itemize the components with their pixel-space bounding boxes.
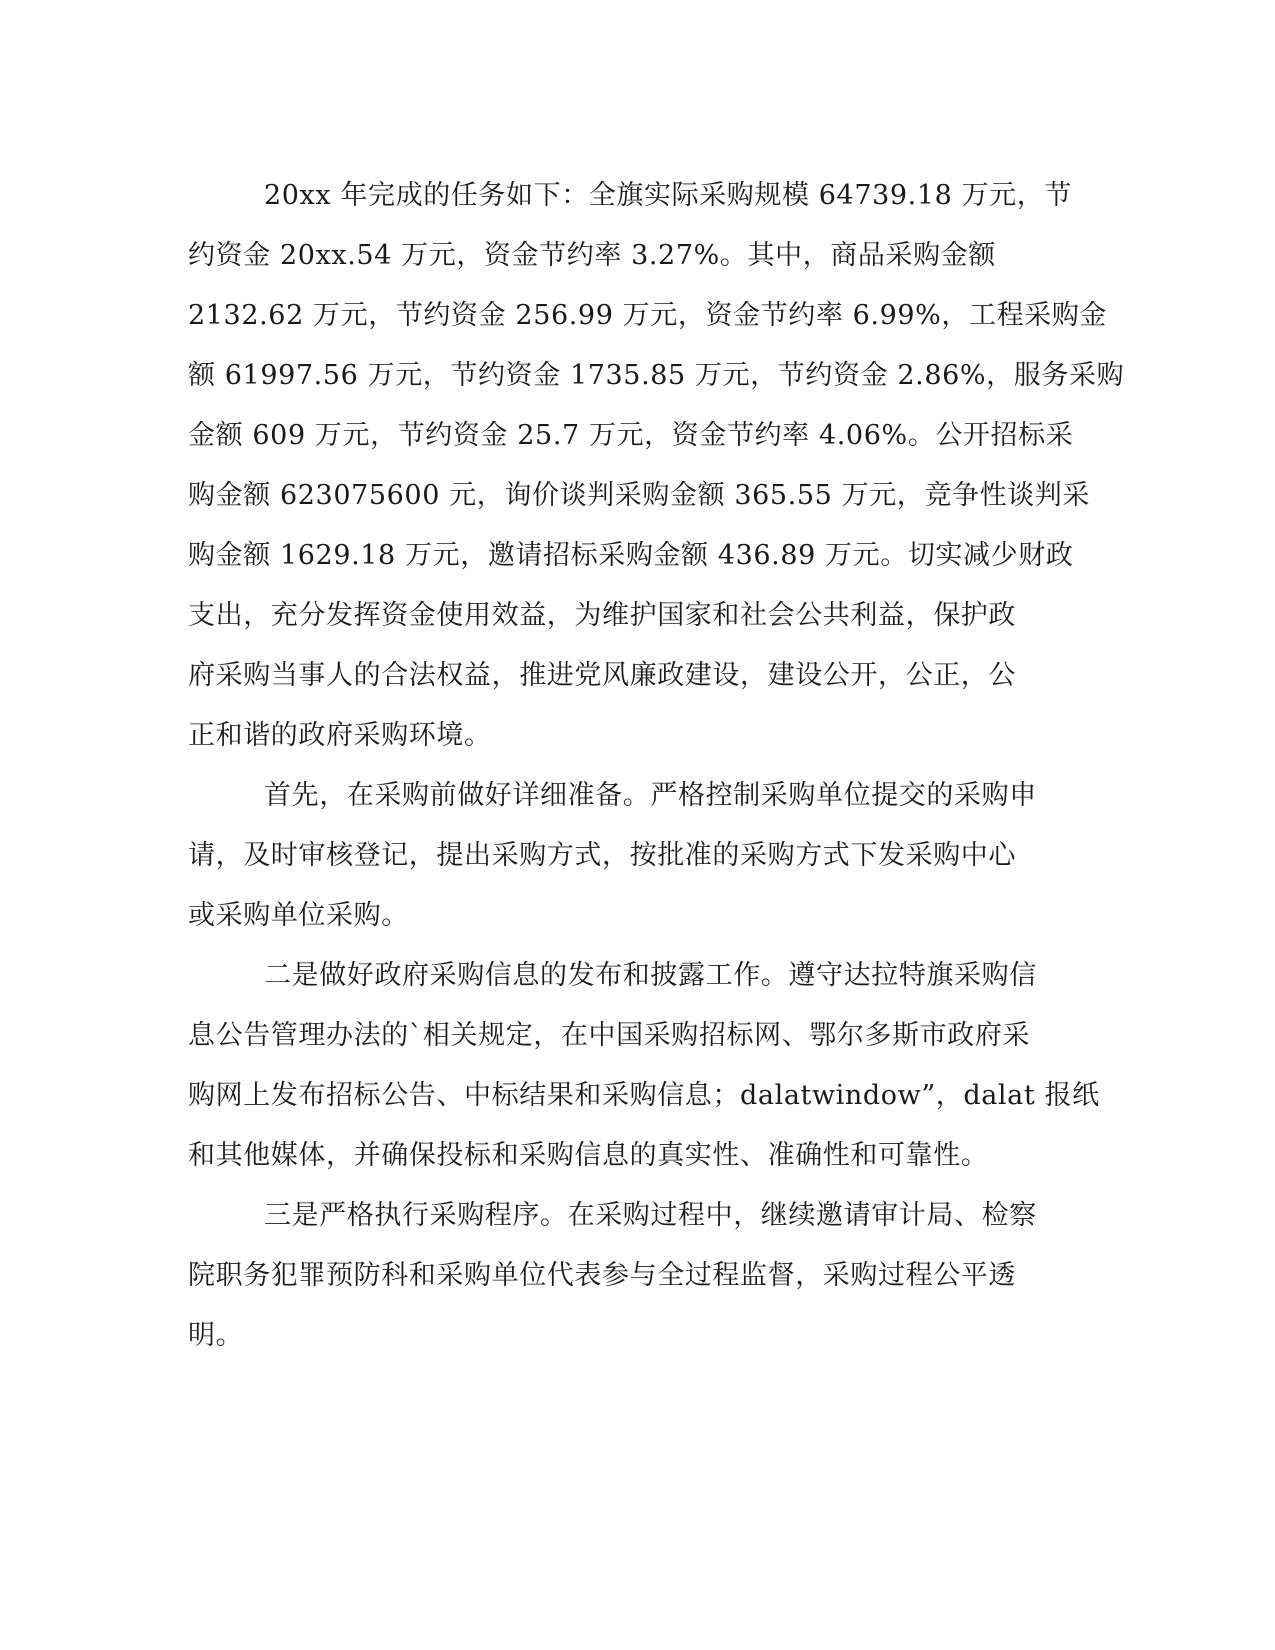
text-line: 支出，充分发挥资金使用效益，为维护国家和社会公共利益，保护政	[188, 600, 1016, 631]
text-line: 购网上发布招标公告、中标结果和采购信息；dalatwindow”，dalat 报纸	[188, 1080, 1100, 1111]
text-line: 正和谐的政府采购环境。	[188, 720, 492, 751]
document-body	[188, 166, 1125, 1366]
paragraph-second-disclosure	[188, 946, 1100, 1186]
paragraph-third-procedure	[188, 1186, 1088, 1366]
paragraph-annual-summary	[188, 166, 1125, 766]
text-line: 院职务犯罪预防科和采购单位代表参与全过程监督，采购过程公平透	[188, 1260, 1016, 1291]
text-line: 和其他媒体，并确保投标和采购信息的真实性、准确性和可靠性。	[188, 1140, 989, 1171]
text-line: 府采购当事人的合法权益，推进党风廉政建设，建设公开，公正，公	[188, 660, 1016, 691]
text-line: 三是严格执行采购程序。在采购过程中，继续邀请审计局、检察	[264, 1200, 1037, 1231]
text-line: 请，及时审核登记，提出采购方式，按批准的采购方式下发采购中心	[188, 840, 1016, 871]
text-line: 首先，在采购前做好详细准备。严格控制采购单位提交的采购申	[264, 780, 1037, 811]
text-line: 二是做好政府采购信息的发布和披露工作。遵守达拉特旗采购信	[264, 960, 1037, 991]
text-line: 20xx 年完成的任务如下：全旗实际采购规模 64739.18 万元，节	[264, 180, 1072, 211]
text-line: 息公告管理办法的`相关规定，在中国采购招标网、鄂尔多斯市政府采	[188, 1020, 1031, 1051]
text-line: 或采购单位采购。	[188, 900, 409, 931]
text-line: 额 61997.56 万元，节约资金 1735.85 万元，节约资金 2.86%，服务采购	[188, 360, 1125, 391]
paragraph-first-preparation	[188, 766, 1088, 946]
text-line: 明。	[188, 1320, 244, 1351]
text-line: 购金额 623075600 元，询价谈判采购金额 365.55 万元，竞争性谈判采	[188, 480, 1091, 511]
text-line: 购金额 1629.18 万元，邀请招标采购金额 436.89 万元。切实减少财政	[188, 540, 1074, 571]
text-line: 约资金 20xx.54 万元，资金节约率 3.27%。其中，商品采购金额	[188, 240, 996, 271]
text-line: 2132.62 万元，节约资金 256.99 万元，资金节约率 6.99%，工程采购金	[188, 300, 1108, 331]
text-line: 金额 609 万元，节约资金 25.7 万元，资金节约率 4.06%。公开招标采	[188, 420, 1074, 451]
